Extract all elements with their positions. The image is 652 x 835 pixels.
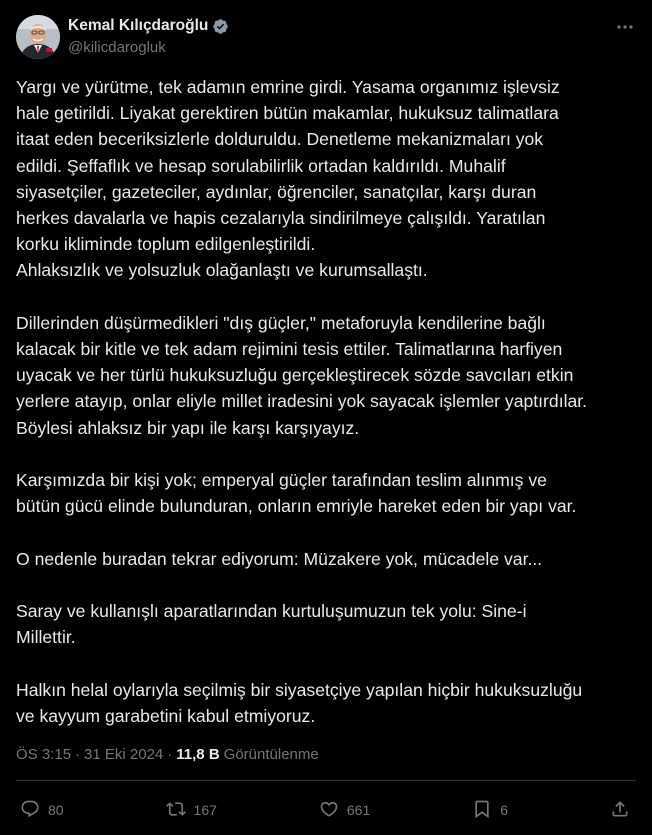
tweet-text-line: Ahlaksızlık ve yolsuzluk olağanlaştı ve kurumsallaştı. [16, 260, 428, 281]
avatar[interactable] [16, 15, 60, 59]
action-bar [20, 797, 630, 823]
bookmark-count: 6 [500, 802, 508, 818]
tweet-text-line: Böylesi ahlaksız bir yapı ile karşı karşıyayız. [16, 417, 360, 438]
reply-count: 80 [48, 802, 64, 818]
like-button[interactable] [319, 799, 370, 822]
tweet-text-line: Saray ve kullanışlı aparatlarından kurtuluşumuzun tek yolu: Sine-i [16, 601, 527, 621]
tweet-time[interactable]: ÖS 3:15 [16, 746, 72, 763]
tweet-text-line: Halkın helal oylarıyla seçilmiş bir siyasetçiye yapılan hiçbir hukuksuzluğu [16, 679, 583, 700]
tweet-text-line: ve kayyum garabetini kabul etmiyoruz. [16, 705, 316, 726]
meta-separator: · [75, 746, 81, 763]
meta-separator: · [167, 746, 173, 763]
repost-arrows-icon [166, 799, 186, 822]
paragraph-gap [16, 650, 638, 676]
paragraph-gap [16, 572, 638, 598]
tweet-text-line: Millettir. [16, 627, 76, 648]
repost-button[interactable] [166, 799, 217, 822]
tweet-text-line: uyacak ve her türlü hukuksuzluğu gerçekleştirecek sözde savcıları etkin [16, 365, 574, 386]
tweet-text [16, 74, 638, 729]
heart-icon [319, 799, 339, 822]
tweet-text-line: Karşımızda bir kişi yok; emperyal güçler tarafından teslim alınmış ve [16, 470, 547, 491]
tweet-text-line: O nedenle buradan tekrar ediyorum: Müzakere yok, mücadele var... [16, 548, 543, 569]
paragraph-gap [16, 519, 638, 545]
tweet-header [16, 12, 636, 60]
tweet-text-line: edildi. Şeffaflık ve hesap sorulabilirlik ortadan kaldırıldı. Muhalif [16, 155, 506, 176]
tweet-text-line: hale getirildi. Liyakat gerektiren bütün makamlar, hukuksuz talimatlara [16, 103, 559, 124]
tweet-text-line: Dillerinden düşürmedikleri "dış güçler," metaforuyla kendilerine bağlı [16, 312, 546, 333]
paragraph-gap [16, 441, 638, 467]
tweet-meta [16, 746, 319, 763]
views-count: 11,8 B [176, 746, 220, 763]
reply-bubble-icon [20, 799, 40, 822]
repost-count: 167 [193, 802, 217, 818]
author-handle[interactable]: @kilicdarogluk [68, 39, 166, 56]
share-button[interactable] [610, 799, 630, 822]
like-count: 661 [346, 802, 371, 818]
verified-badge-icon [212, 18, 229, 35]
author-name-row[interactable] [68, 16, 229, 36]
tweet-text-line: bütün gücü elinde bulunduran, onların emriyle hareket eden bir yapı var. [16, 496, 577, 517]
views-label: Görüntülenme [223, 746, 319, 763]
tweet-date[interactable]: 31 Eki 2024 [84, 746, 164, 763]
bookmark-icon [472, 799, 492, 822]
tweet-text-line: korku ikliminde toplum edilgenleştirildi. [16, 234, 316, 255]
tweet-text-line: kalacak bir kitle ve tek adam rejimini tesis ettiler. Talimatlarına harfiyen [16, 339, 563, 360]
paragraph-gap [16, 284, 638, 310]
author-name[interactable]: Kemal Kılıçdaroğlu [68, 17, 209, 34]
share-upload-icon [610, 799, 630, 822]
divider [16, 780, 636, 781]
more-dots-icon[interactable] [616, 18, 634, 36]
tweet-text-line: siyasetçiler, gazeteciler, aydınlar, öğrenciler, sanatçılar, karşı duran [16, 181, 537, 202]
tweet-text-line: itaat eden beceriksizlerle dolduruldu. Denetleme mekanizmaları yok [16, 129, 544, 150]
reply-button[interactable] [20, 799, 64, 822]
tweet-text-line: Yargı ve yürütme, tek adamın emrine girdi. Yasama organımız işlevsiz [16, 77, 560, 97]
tweet-text-line: herkes davalarla ve hapis cezalarıyla sindirilmeye çalışıldı. Yaratılan [16, 208, 546, 229]
bookmark-button[interactable] [472, 799, 508, 822]
tweet-text-line: yerlere atayıp, onlar eliyle millet iradesini yok sayacak işlemler yaptırdılar. [16, 391, 588, 412]
